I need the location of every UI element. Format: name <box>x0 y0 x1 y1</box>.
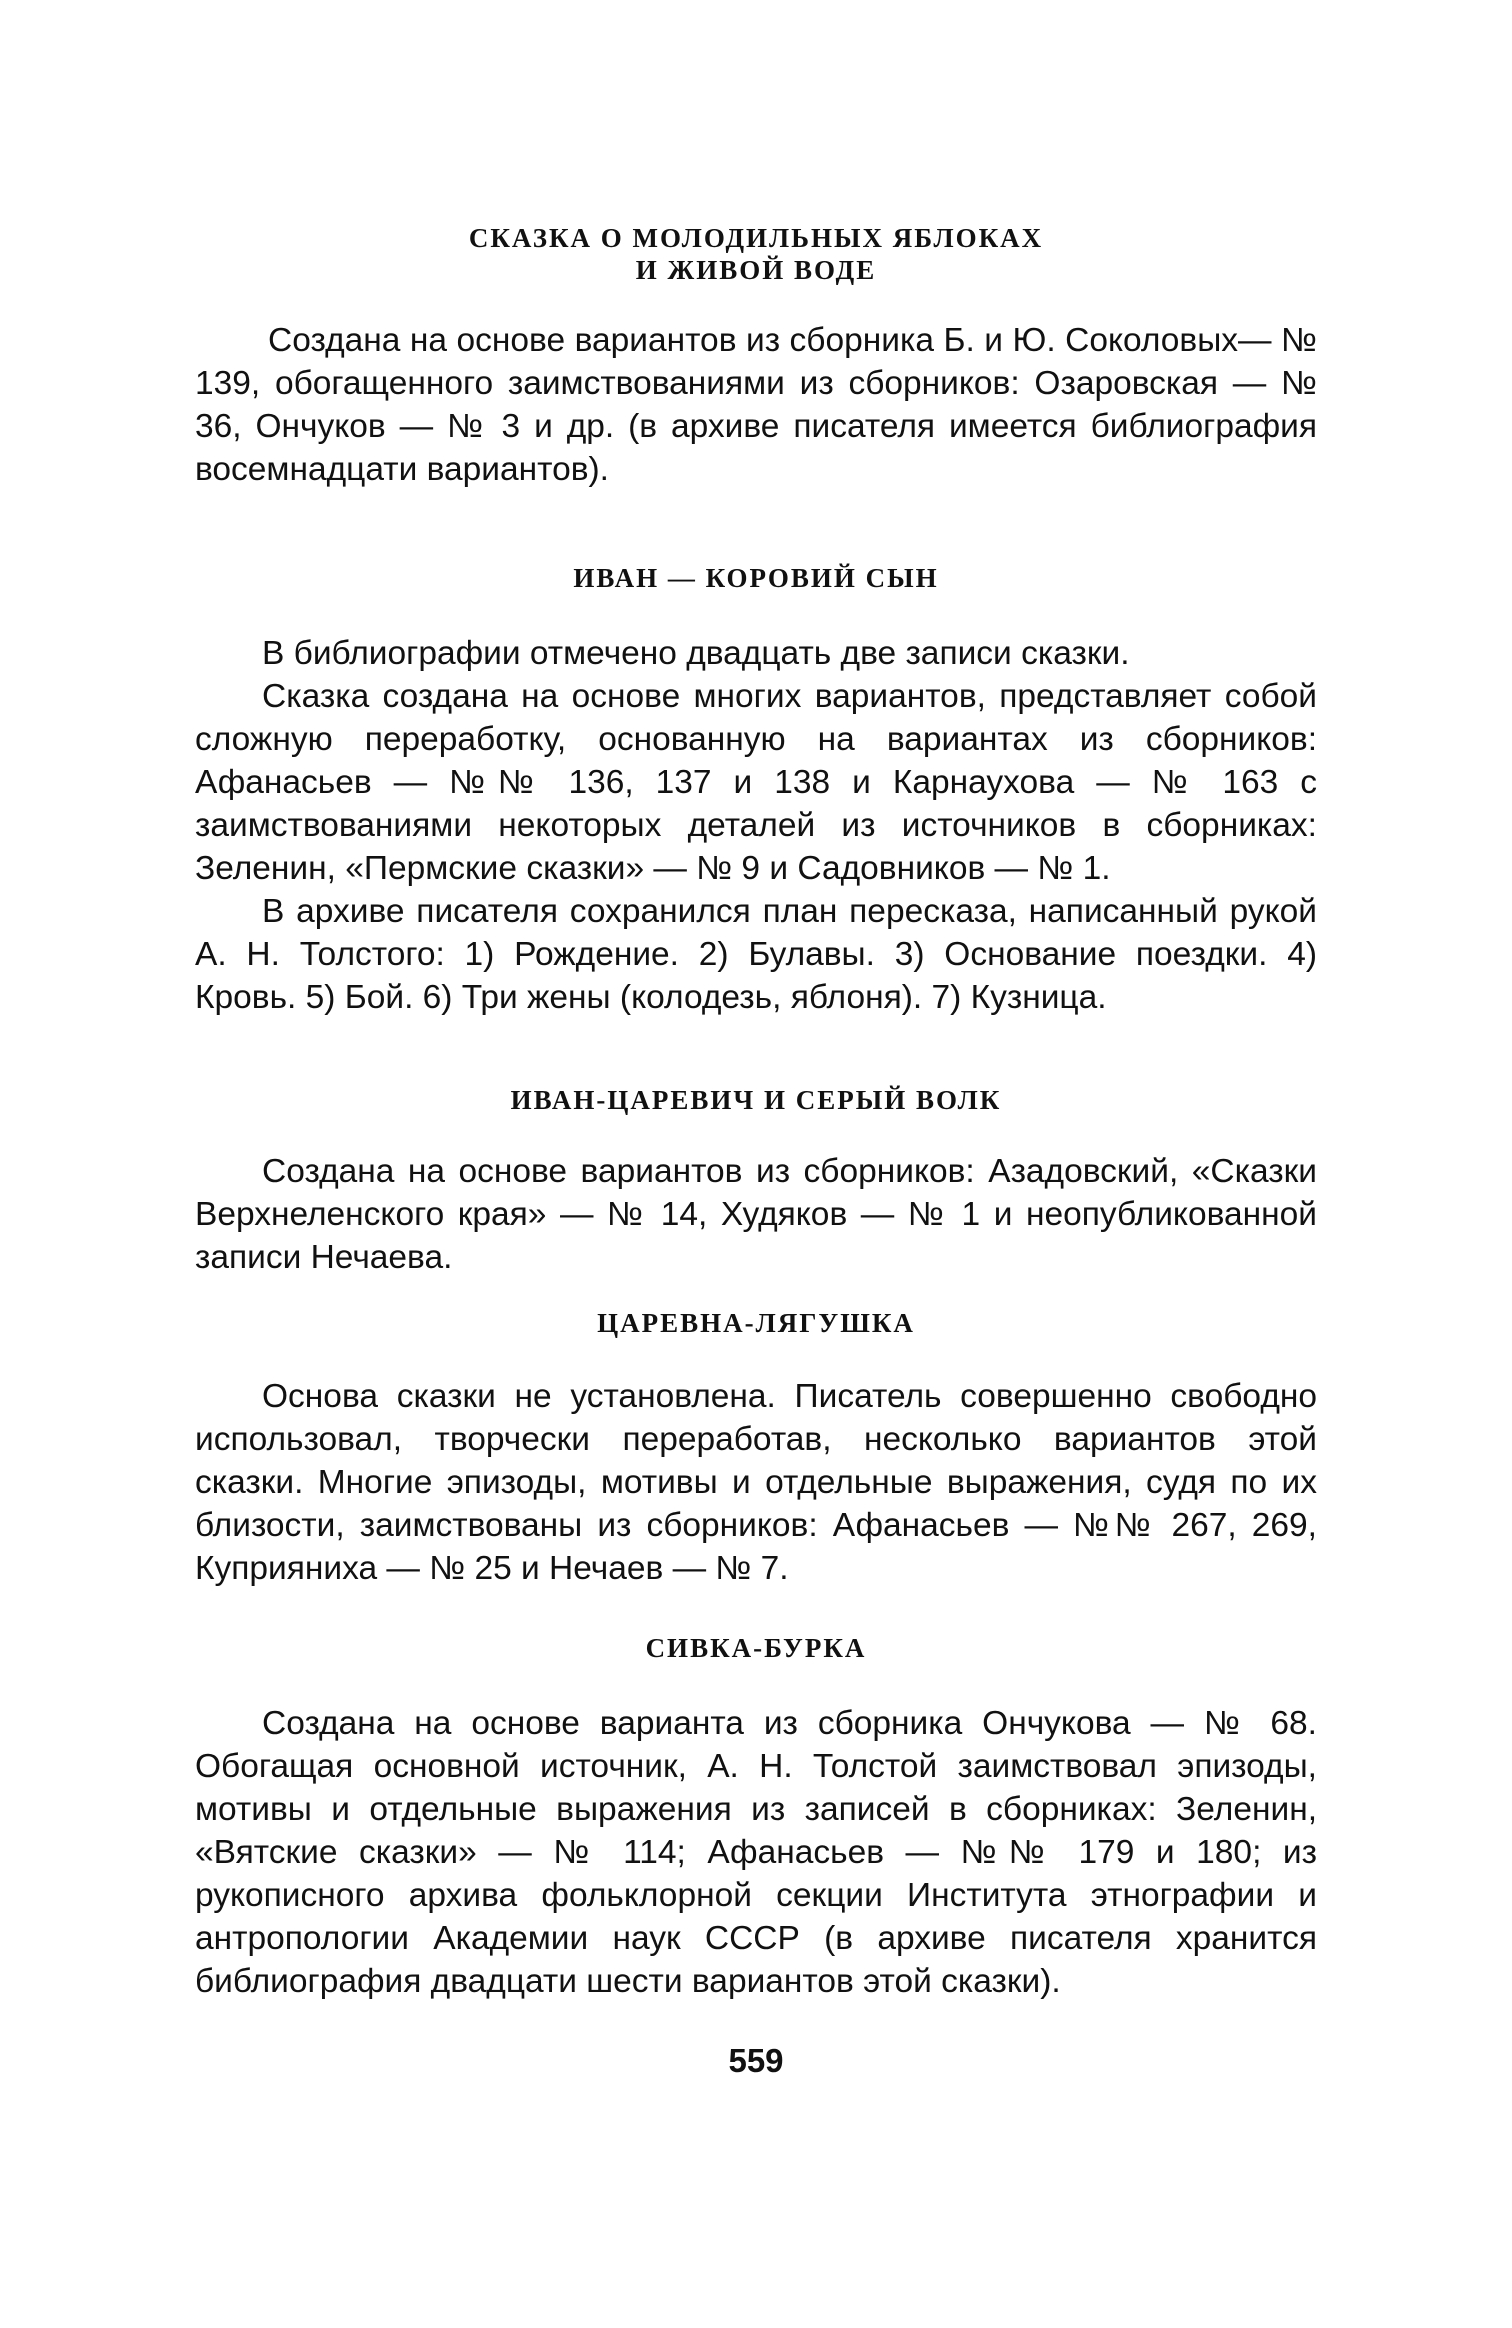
section-heading-line: ИВАН-ЦАРЕВИЧ И СЕРЫЙ ВОЛК <box>510 1085 1002 1115</box>
section-paragraph: В архиве писателя сохранился план пересказа, написанный рукой А. Н. Толстого: 1) Рождение. 2) Булавы. 3) Основание поездки. 4) Кровь. 5) Бой. 6) Три жены (колодезь, яблоня). 7) Кузница. <box>195 893 1317 1016</box>
section-heading <box>195 1307 1317 1339</box>
page-number: 559 <box>728 2042 784 2079</box>
section-ivan-tsarevich <box>195 1084 1317 1279</box>
section-heading-line: СКАЗКА О МОЛОДИЛЬНЫХ ЯБЛОКАХ <box>468 223 1044 253</box>
section-heading-line: И ЖИВОЙ ВОДЕ <box>635 255 877 285</box>
section-heading-line: ИВАН — КОРОВИЙ СЫН <box>573 563 939 593</box>
section-heading-line: СИВКА-БУРКА <box>645 1633 867 1663</box>
section-paragraph: Сказка создана на основе многих вариантов, представляет собой сложную переработку, основанную на вариантах из сборников: Афанасьев — №№ 136, 137 и 138 и Карнаухова — № 163 с заимствованиями некоторых деталей из источников в сборниках: Зеленин, «Пермские сказки» — № 9 и Садовников — № 1. <box>195 678 1317 887</box>
section-tsarevna-lyagushka <box>195 1307 1317 1590</box>
section-heading-line: ЦАРЕВНА-ЛЯГУШКА <box>597 1308 915 1338</box>
section-paragraph: Создана на основе варианта из сборника Ончукова — № 68. Обогащая основной источник, А. Н. Толстой заимствовал эпизоды, мотивы и отдельные выражения из записей в сборниках: Зеленин, «Вятские сказки» — № 114; Афанасьев — №№ 179 и 180; из рукописного архива фольклорной секции Института этнографии и антропологии Академии наук СССР (в архиве писателя хранится библиография двадцати шести вариантов этой сказки). <box>195 1705 1317 2000</box>
section-paragraph: Создана на основе вариантов из сборника Б. и Ю. Соколовых— № 139, обогащенного заимствованиями из сборников: Озаровская — № 36, Ончуков — № 3 и др. (в архиве писателя имеется библиография восемнадцати вариантов). <box>195 322 1317 488</box>
section-molodilnye-yabloki <box>195 222 1317 491</box>
section-paragraph: Создана на основе вариантов из сборников: Азадовский, «Сказки Верхнеленского края» — № 14, Худяков — № 1 и неопубликованной записи Нечаева. <box>195 1153 1317 1276</box>
section-heading <box>195 222 1317 286</box>
section-heading <box>195 562 1317 594</box>
section-heading <box>195 1084 1317 1116</box>
section-heading <box>195 1632 1317 1664</box>
section-sivka-burka <box>195 1632 1317 2003</box>
section-paragraph: В библиографии отмечено двадцать две записи сказки. <box>262 635 1130 672</box>
section-paragraph: Основа сказки не установлена. Писатель совершенно свободно использовал, творчески переработав, несколько вариантов этой сказки. Многие эпизоды, мотивы и отдельные выражения, судя по их близости, заимствованы из сборников: Афанасьев — №№ 267, 269, Куприяниха — № 25 и Нечаев — № 7. <box>195 1378 1317 1587</box>
section-ivan-korovii-syn <box>195 562 1317 1019</box>
